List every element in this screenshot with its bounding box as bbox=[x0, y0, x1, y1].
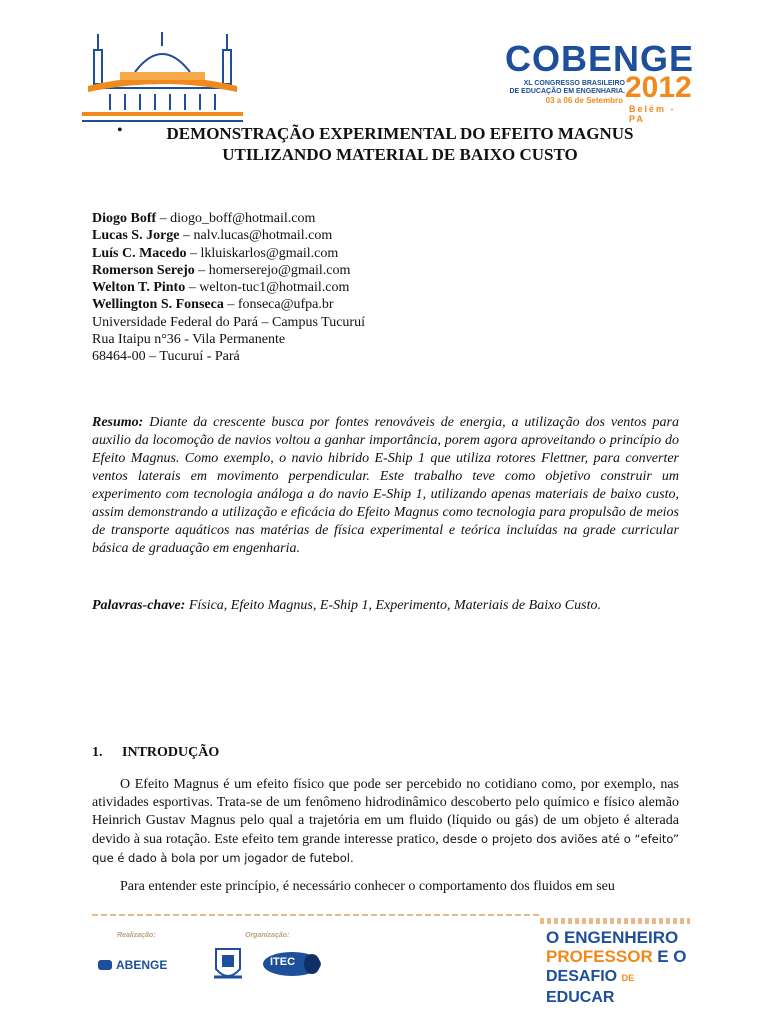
abstract-label: Resumo: bbox=[92, 415, 144, 430]
author-line: Welton T. Pinto – welton-tuc1@hotmail.com bbox=[92, 280, 350, 296]
author-email: nalv.lucas@hotmail.com bbox=[193, 228, 333, 244]
paper-title bbox=[100, 123, 700, 165]
affiliation-city: 68464-00 – Tucuruí - Pará bbox=[92, 349, 240, 365]
abenge-wordmark: ABENGE bbox=[116, 958, 168, 972]
intro-paragraph-1 bbox=[92, 776, 679, 868]
intro-paragraph-1-main: O Efeito Magnus é um efeito físico que pode ser percebido no cotidiano como, por exemplo, nas atividades esportivas. Trata-se de um fenômeno hidrodinâmico descoberto pelo químico e físico alemão Heinrich Gustav Magnus pelo qual a trajetória em um fluido (líquido ou gás) de um objeto é alterada devido à sua rotação. Este efeito tem grande interesse pratico, bbox=[92, 777, 679, 847]
author-block bbox=[92, 210, 692, 366]
slogan-line-1: O ENGENHEIRO bbox=[546, 928, 679, 947]
footer-decorative-band bbox=[92, 914, 539, 916]
cobenge-logo bbox=[505, 38, 695, 124]
paper-title-line-1: DEMONSTRAÇÃO EXPERIMENTAL DO EFEITO MAGNUS bbox=[166, 124, 634, 143]
slogan-line-3 bbox=[546, 967, 696, 1007]
intro-paragraph-2: Para entender este princípio, é necessário conhecer o comportamento dos fluidos em seu bbox=[120, 879, 615, 894]
author-name: Wellington S. Fonseca bbox=[92, 297, 224, 313]
slogan-line-3b: DE bbox=[621, 973, 635, 983]
author-line: Diogo Boff – diogo_boff@hotmail.com bbox=[92, 211, 316, 226]
slogan-line-3c: EDUCAR bbox=[546, 989, 615, 1006]
abstract-text: Diante da crescente busca por fontes renováveis de energia, a utilização dos ventos para auxilio da locomoção de navios voltou a ganhar importância, porem agora aproveitando o princípio do Efeito Magnus. Como exemplo, o navio hibrido E-Ship 1 que utiliza rotores Flettner, para converter ventos laterais em movimento perpendicular. Este trabalho teve como objetivo construir um experimento com tecnologia análoga a do navio E-Ship 1, utilizando apenas materiais de baixo custo, assim demonstrando a utilização e eficácia do Efeito Magnus como tecnologia para propulsão de meios de transporte aquáticos nas matérias de física experimental e teórica incluídas na grade curricular básica de graduação em engenharia. bbox=[92, 415, 679, 556]
cobenge-subtitle-line-2: DE EDUCAÇÃO EM ENGENHARIA. bbox=[509, 88, 625, 95]
author-email: welton-tuc1@hotmail.com bbox=[199, 280, 350, 296]
cobenge-subtitle-line-1: XL CONGRESSO BRASILEIRO bbox=[523, 80, 625, 87]
intro-paragraph-1-tail: desde o projeto dos aviões até o “efeito” que é dado à bola por um jogador de futebol. bbox=[92, 832, 679, 865]
author-email: homerserejo@gmail.com bbox=[208, 262, 351, 278]
affiliation-institution: Universidade Federal do Pará – Campus Tucuruí bbox=[92, 314, 365, 330]
ufpa-seal-icon bbox=[212, 945, 244, 985]
author-line: Lucas S. Jorge – nalv.lucas@hotmail.com bbox=[92, 228, 333, 244]
author-name: Romerson Serejo bbox=[92, 262, 195, 278]
author-email: fonseca@ufpa.br bbox=[237, 297, 334, 313]
author-line: Wellington S. Fonseca – fonseca@ufpa.br bbox=[92, 297, 334, 313]
author-line: Luís C. Macedo – lkluiskarlos@gmail.com bbox=[92, 245, 339, 261]
author-email: lkluiskarlos@gmail.com bbox=[200, 245, 339, 261]
section-heading bbox=[92, 745, 219, 761]
slogan-line-2b: E O bbox=[657, 947, 687, 966]
slogan-line-3a: DESAFIO bbox=[546, 968, 618, 985]
keywords bbox=[92, 598, 692, 614]
section-number: 1. bbox=[92, 745, 103, 760]
slogan-line-2 bbox=[546, 947, 696, 967]
cobenge-dates: 03 a 06 de Setembro bbox=[545, 96, 623, 105]
cobenge-wordmark: COBENGE bbox=[505, 38, 695, 79]
cobenge-year: 2012 bbox=[625, 71, 692, 104]
author-name: Lucas S. Jorge bbox=[92, 228, 180, 244]
itec-logo bbox=[262, 951, 322, 977]
affiliation-street: Rua Itaipu n°36 - Vila Permanente bbox=[92, 332, 286, 348]
title-bullet: • bbox=[117, 122, 123, 139]
slogan-line-2a: PROFESSOR bbox=[546, 947, 653, 966]
itec-wordmark: ITEC bbox=[270, 956, 296, 968]
abstract bbox=[92, 414, 679, 558]
paper-title-line-2: UTILIZANDO MATERIAL DE BAIXO CUSTO bbox=[222, 145, 578, 164]
slogan-logo bbox=[546, 928, 696, 1007]
author-name: Luís C. Macedo bbox=[92, 245, 187, 261]
abenge-mark-icon bbox=[98, 960, 112, 970]
author-name: Welton T. Pinto bbox=[92, 280, 186, 296]
cobenge-city: Belém - PA bbox=[629, 104, 676, 124]
congress-building-logo bbox=[80, 28, 245, 128]
footer-organizacao-label: Organização: bbox=[245, 932, 290, 939]
keywords-label: Palavras-chave: bbox=[92, 598, 186, 613]
author-name: Diogo Boff bbox=[92, 211, 157, 226]
author-email: diogo_boff@hotmail.com bbox=[170, 211, 316, 226]
section-title: INTRODUÇÃO bbox=[122, 745, 220, 760]
footer-decorative-band-right bbox=[540, 918, 690, 924]
footer-realizacao-label: Realização: bbox=[117, 932, 156, 939]
author-line: Romerson Serejo – homerserejo@gmail.com bbox=[92, 262, 351, 278]
cobenge-subtitle bbox=[507, 80, 625, 96]
keywords-text: Física, Efeito Magnus, E-Ship 1, Experimento, Materiais de Baixo Custo. bbox=[188, 598, 601, 613]
abenge-logo bbox=[98, 958, 167, 972]
